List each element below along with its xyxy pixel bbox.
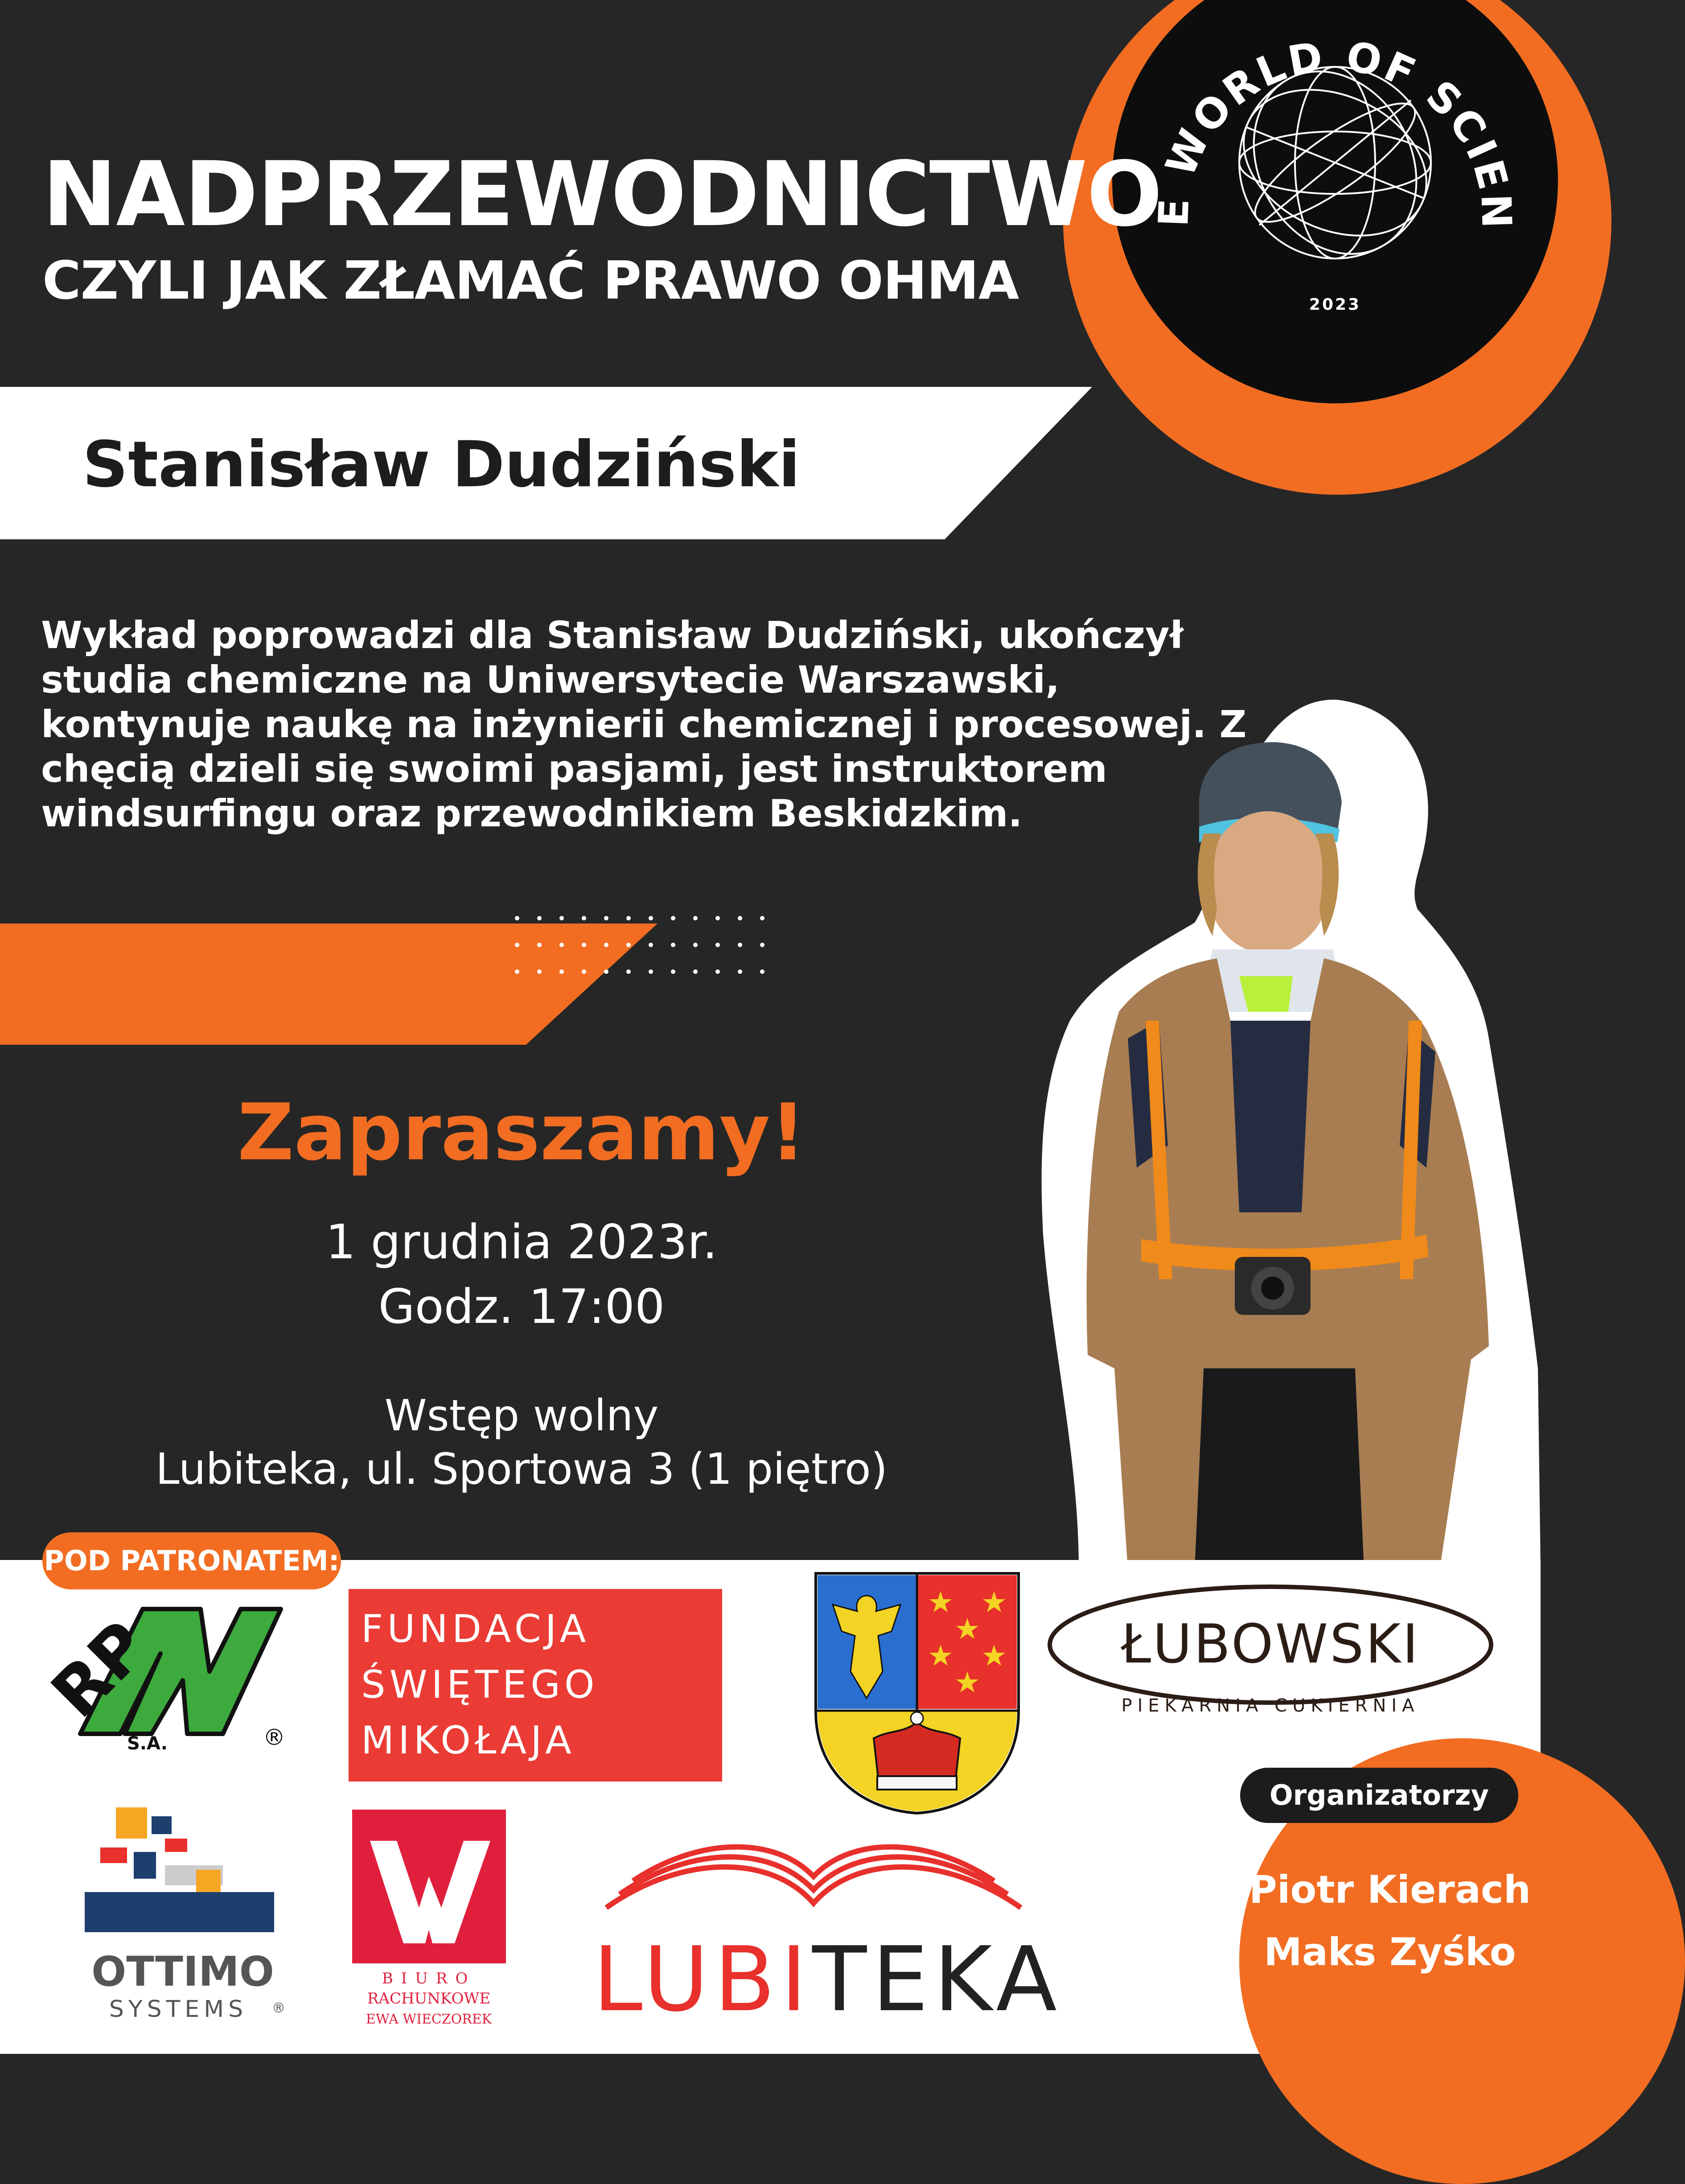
rpm-registered: ® bbox=[263, 1724, 285, 1750]
lubowski-tagline: PIEKARNIA CUKIERNIA bbox=[1121, 1695, 1420, 1716]
entry-info: Wstęp wolny bbox=[384, 1391, 659, 1441]
lecture-title: NADPRZEWODNICTWO bbox=[42, 143, 1162, 246]
ottimo-registered: ® bbox=[272, 2000, 285, 2016]
fundacja-logo bbox=[349, 1589, 722, 1782]
world-of-science-logo bbox=[1112, 0, 1558, 403]
organizer-name: Piotr Kierach bbox=[1249, 1868, 1531, 1912]
ottimo-sub: SYSTEMS bbox=[109, 1996, 248, 2023]
speaker-photo bbox=[1025, 700, 1541, 1569]
lubiteka-logo bbox=[593, 1819, 1063, 2032]
biuro-line-3: EWA WIECZOREK bbox=[366, 2012, 492, 2027]
dot-grid-decoration bbox=[513, 909, 771, 981]
lubowski-name: ŁUBOWSKI bbox=[1121, 1613, 1420, 1675]
event-venue: Lubiteka, ul. Sportowa 3 (1 piętro) bbox=[155, 1444, 888, 1494]
rpm-suffix: S.A. bbox=[127, 1733, 168, 1754]
lubiteka-part-2: TEKA bbox=[812, 1928, 1063, 2032]
open-book-icon bbox=[606, 1847, 1021, 1908]
fundacja-line-2: ŚWIĘTEGO bbox=[361, 1663, 599, 1707]
coat-of-arms bbox=[811, 1569, 1023, 1816]
ottimo-systems-logo bbox=[76, 1803, 290, 2026]
rpm-logo bbox=[31, 1600, 294, 1752]
invitation-heading: Zapraszamy! bbox=[237, 1088, 806, 1178]
ottimo-name: OTTIMO bbox=[91, 1948, 274, 1995]
organizer-name: Maks Zyśko bbox=[1264, 1930, 1516, 1975]
svg-text:THE WORLD OF SCIENCE bbox=[1112, 0, 1521, 232]
logo-year: 2023 bbox=[1309, 296, 1361, 314]
patronage-label: POD PATRONATEM: bbox=[42, 1532, 341, 1589]
event-date: 1 grudnia 2023r. bbox=[325, 1215, 718, 1269]
svg-text:LUBITEKA bbox=[593, 1928, 1062, 2032]
organizers-label: Organizatorzy bbox=[1240, 1768, 1518, 1823]
biuro-rachunkowe-logo bbox=[352, 1810, 506, 2032]
fundacja-line-3: MIKOŁAJA bbox=[361, 1718, 575, 1763]
logo-ring-text: E WORLD OF SCIEN bbox=[1149, 32, 1521, 232]
event-time: Godz. 17:00 bbox=[378, 1279, 665, 1334]
speaker-bio: Wykład poprowadzi dla Stanisław Dudziński, ukończył studia chemiczne na Uniwersytecie Warszawski, kontynuje naukę na inżynierii chemicznej i procesowej. Z chęcią dzieli się swoimi pasjami, jest instruktorem windsurfingu oraz przewodnikiem Beskidzkim. bbox=[41, 613, 1247, 835]
rpm-mark: RP bbox=[37, 1606, 163, 1733]
fundacja-line-1: FUNDACJA bbox=[361, 1607, 590, 1651]
lubowski-logo bbox=[1043, 1573, 1498, 1720]
lecture-subtitle: CZYLI JAK ZŁAMAĆ PRAWO OHMA bbox=[42, 250, 1019, 311]
lubiteka-part-1: LUBI bbox=[593, 1928, 813, 2032]
speaker-name: Stanisław Dudziński bbox=[82, 428, 801, 501]
biuro-line-1: BIURO bbox=[382, 1970, 476, 1987]
biuro-line-2: RACHUNKOWE bbox=[367, 1990, 491, 2007]
